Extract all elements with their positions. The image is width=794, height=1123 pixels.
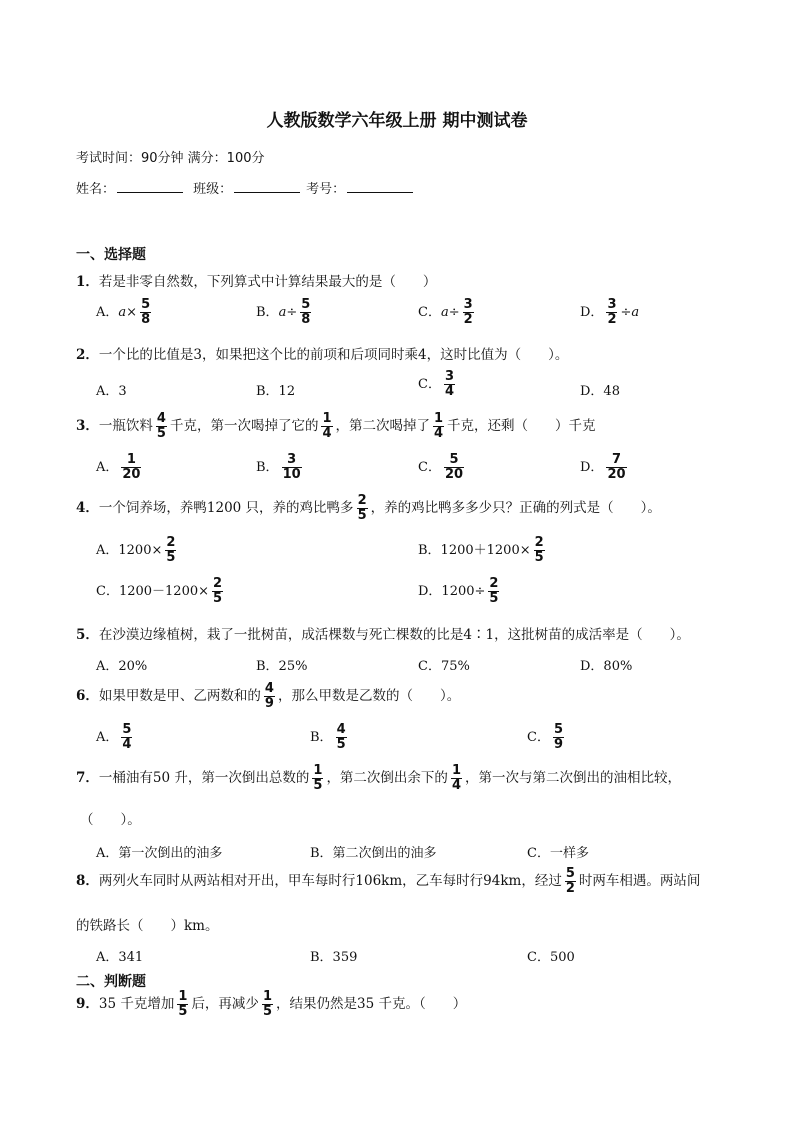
fraction <box>300 298 311 327</box>
class-label: 班级： <box>193 182 233 197</box>
q1-option-c[interactable] <box>418 298 477 327</box>
denominator: 5 <box>156 426 166 442</box>
numerator: 4 <box>336 722 346 737</box>
section-judge-heading: 二、判断题 <box>76 974 146 990</box>
fraction <box>264 682 275 711</box>
question-number: 7． <box>76 770 99 787</box>
fraction <box>212 577 223 606</box>
q8-option-a[interactable]: A．341 <box>96 950 144 965</box>
option-label: D． <box>580 460 604 476</box>
q1-option-a[interactable] <box>96 298 154 327</box>
q5-option-a[interactable]: A．20% <box>96 659 148 674</box>
question-8 <box>76 867 700 896</box>
option-label: D． <box>580 305 604 321</box>
option-label: B． <box>256 460 279 476</box>
numerator: 3 <box>444 369 454 384</box>
q8-option-b[interactable]: B．359 <box>310 950 358 965</box>
operator: ÷ <box>286 305 298 321</box>
question-number: 9． <box>76 996 99 1013</box>
question-text: 如果甲数是甲、乙两数和的 <box>98 688 261 705</box>
q4-option-b[interactable] <box>418 536 548 565</box>
fraction <box>121 723 132 752</box>
option-label: B． <box>256 305 279 321</box>
option-text: B．1200＋1200× <box>418 543 531 559</box>
question-text: 一个比的比值是3，如果把这个比的前项和后项同时乘4，这时比值为（ ）。 <box>98 347 569 363</box>
operator: ÷ <box>620 305 632 321</box>
variable: a <box>118 305 127 321</box>
numerator: 5 <box>141 297 151 312</box>
variable: a <box>440 305 449 321</box>
denominator: 5 <box>357 508 367 524</box>
fraction <box>606 453 626 482</box>
numerator: 1 <box>434 411 444 426</box>
question-7 <box>76 764 681 793</box>
numerator: 3 <box>287 452 297 467</box>
q2-option-b[interactable]: B．12 <box>256 384 296 399</box>
fraction <box>553 723 564 752</box>
option-label: C． <box>418 460 441 476</box>
fraction <box>488 577 499 606</box>
question-1 <box>76 270 436 290</box>
numerator: 2 <box>489 576 499 591</box>
option-label: A． <box>96 460 119 476</box>
denominator: 4 <box>322 426 332 442</box>
name-label: 姓名： <box>76 182 116 197</box>
denominator: 8 <box>301 312 311 328</box>
question-number: 6． <box>76 688 99 705</box>
fraction <box>444 453 464 482</box>
operator: × <box>126 305 138 321</box>
question-text: 时两车相遇。两站间 <box>578 873 701 890</box>
question-text: 一桶油有50 升，第一次倒出总数的 <box>98 770 310 787</box>
question-text: ，养的鸡比鸭多多少只？正确的列式是（ ）。 <box>370 500 661 517</box>
denominator: 4 <box>451 778 461 794</box>
denominator: 8 <box>141 312 151 328</box>
denominator: 2 <box>463 312 473 328</box>
numerator: 4 <box>264 681 274 696</box>
denominator: 5 <box>166 550 176 566</box>
exam-info: 考试时间：90分钟 满分：100分 <box>76 151 265 166</box>
q8-option-c[interactable]: C．500 <box>527 950 575 965</box>
denominator: 2 <box>607 312 617 328</box>
fraction <box>312 764 323 793</box>
question-number: 4． <box>76 500 99 517</box>
question-number: 2． <box>76 347 99 363</box>
numerator: 5 <box>122 722 132 737</box>
q1-option-d[interactable] <box>580 298 639 327</box>
numerator: 1 <box>262 989 272 1004</box>
question-text: 在沙漠边缘植树，栽了一批树苗，成活棵数与死亡棵数的比是4∶1，这批树苗的成活率是（ ）。 <box>98 627 690 643</box>
option-text: D．1200÷ <box>418 584 486 600</box>
question-text: 千克，第一次喝掉了它的 <box>169 418 319 435</box>
q7-option-b[interactable]: B．第二次倒出的油多 <box>310 846 437 861</box>
option-label: A． <box>96 730 119 746</box>
question-text: ，第二次倒出余下的 <box>326 770 448 787</box>
denominator: 9 <box>553 737 563 753</box>
question-text: ，第二次喝掉了 <box>335 418 430 435</box>
fraction <box>177 990 188 1019</box>
number-label: 考号： <box>306 182 346 197</box>
question-number: 1． <box>76 274 99 290</box>
denominator: 4 <box>122 737 132 753</box>
question-7-continued: （ ）。 <box>80 812 141 828</box>
denominator: 4 <box>444 384 454 400</box>
denominator: 20 <box>122 467 141 483</box>
numerator: 3 <box>463 297 473 312</box>
q6-option-a[interactable] <box>96 723 135 752</box>
denominator: 5 <box>213 591 223 607</box>
question-text: 后，再减少 <box>191 996 259 1013</box>
question-text: 若是非零自然数，下列算式中计算结果最大的是（ ） <box>98 274 437 290</box>
q3-option-b[interactable] <box>256 453 305 482</box>
denominator: 2 <box>565 881 575 897</box>
denominator: 4 <box>434 426 444 442</box>
question-text: 一瓶饮料 <box>98 418 153 435</box>
operator: ÷ <box>448 305 460 321</box>
q7-option-a[interactable]: A．第一次倒出的油多 <box>96 846 223 861</box>
number-blank[interactable] <box>347 180 413 193</box>
numerator: 2 <box>213 576 223 591</box>
fraction <box>282 453 302 482</box>
numerator: 1 <box>322 411 332 426</box>
question-text: ，结果仍然是35 千克。（ ） <box>275 996 467 1013</box>
question-text: ，那么甲数是乙数的（ ）。 <box>277 688 461 705</box>
question-text: 一个饲养场，养鸭1200 只，养的鸡比鸭多 <box>98 500 354 517</box>
numerator: 5 <box>565 866 575 881</box>
fraction <box>156 412 167 441</box>
option-label: A． <box>96 305 119 321</box>
fraction <box>336 723 347 752</box>
q3-option-a[interactable] <box>96 453 144 482</box>
question-9 <box>76 990 466 1019</box>
fraction <box>165 536 176 565</box>
denominator: 5 <box>534 550 544 566</box>
section-choice-heading: 一、选择题 <box>76 247 146 263</box>
q3-option-d[interactable] <box>580 453 630 482</box>
class-blank[interactable] <box>234 180 300 193</box>
question-8-continued: 的铁路长（ ）km。 <box>76 918 219 934</box>
q4-option-a[interactable] <box>96 536 179 565</box>
name-blank[interactable] <box>117 180 183 193</box>
numerator: 2 <box>357 493 367 508</box>
student-info-line <box>76 178 419 197</box>
q2-option-d[interactable]: D．48 <box>580 384 620 399</box>
q6-option-c[interactable] <box>527 723 567 752</box>
denominator: 5 <box>313 778 323 794</box>
q5-option-c[interactable]: C．75% <box>418 659 470 674</box>
numerator: 1 <box>451 763 461 778</box>
q5-option-b[interactable]: B．25% <box>256 659 308 674</box>
denominator: 10 <box>282 467 301 483</box>
numerator: 3 <box>607 297 617 312</box>
numerator: 1 <box>178 989 188 1004</box>
page-title: 人教版数学六年级上册 期中测试卷 <box>266 111 528 131</box>
variable: a <box>278 305 287 321</box>
option-text: C．1200－1200× <box>96 584 210 600</box>
fraction <box>565 867 576 896</box>
q2-option-c[interactable] <box>418 370 458 399</box>
question-4 <box>76 494 661 523</box>
numerator: 2 <box>534 535 544 550</box>
numerator: 1 <box>313 763 323 778</box>
fraction <box>534 536 545 565</box>
denominator: 5 <box>489 591 499 607</box>
numerator: 1 <box>126 452 136 467</box>
denominator: 5 <box>336 737 346 753</box>
variable: a <box>631 305 640 321</box>
option-label: C． <box>527 730 550 746</box>
question-2 <box>76 343 568 363</box>
denominator: 5 <box>178 1004 188 1020</box>
fraction <box>433 412 444 441</box>
question-5 <box>76 623 690 643</box>
denominator: 20 <box>444 467 464 483</box>
fraction <box>321 412 332 441</box>
q4-option-d[interactable] <box>418 577 502 606</box>
fraction <box>606 298 617 327</box>
q4-option-c[interactable] <box>96 577 226 606</box>
numerator: 7 <box>611 452 621 467</box>
denominator: 20 <box>607 467 626 483</box>
option-text: A．1200× <box>96 543 163 559</box>
question-text: 两列火车同时从两站相对开出，甲车每时行106km，乙车每时行94km，经过 <box>98 873 562 890</box>
question-text: ，第一次与第二次倒出的油相比较， <box>464 770 681 787</box>
fraction <box>121 453 141 482</box>
numerator: 2 <box>166 535 176 550</box>
numerator: 5 <box>553 722 563 737</box>
fraction <box>444 370 455 399</box>
question-text: 千克，还剩（ ）千克 <box>447 418 596 435</box>
q5-option-d[interactable]: D．80% <box>580 659 633 674</box>
q7-option-c[interactable]: C．一样多 <box>527 846 589 861</box>
denominator: 9 <box>264 696 274 712</box>
option-label: C． <box>418 377 441 393</box>
question-3 <box>76 412 596 441</box>
question-number: 5． <box>76 627 99 643</box>
denominator: 5 <box>262 1004 272 1020</box>
fraction <box>451 764 462 793</box>
question-number: 3． <box>76 418 99 435</box>
option-label: C． <box>418 305 441 321</box>
q6-option-b[interactable] <box>310 723 350 752</box>
q1-option-b[interactable] <box>256 298 314 327</box>
numerator: 5 <box>449 452 459 467</box>
fraction <box>463 298 474 327</box>
numerator: 5 <box>301 297 311 312</box>
option-label: B． <box>310 730 333 746</box>
fraction <box>262 990 273 1019</box>
q2-option-a[interactable]: A．3 <box>96 384 127 399</box>
question-6 <box>76 682 460 711</box>
question-number: 8． <box>76 873 99 890</box>
fraction <box>357 494 368 523</box>
q3-option-c[interactable] <box>418 453 467 482</box>
fraction <box>140 298 151 327</box>
numerator: 4 <box>156 411 166 426</box>
question-text: 35 千克增加 <box>98 996 175 1013</box>
